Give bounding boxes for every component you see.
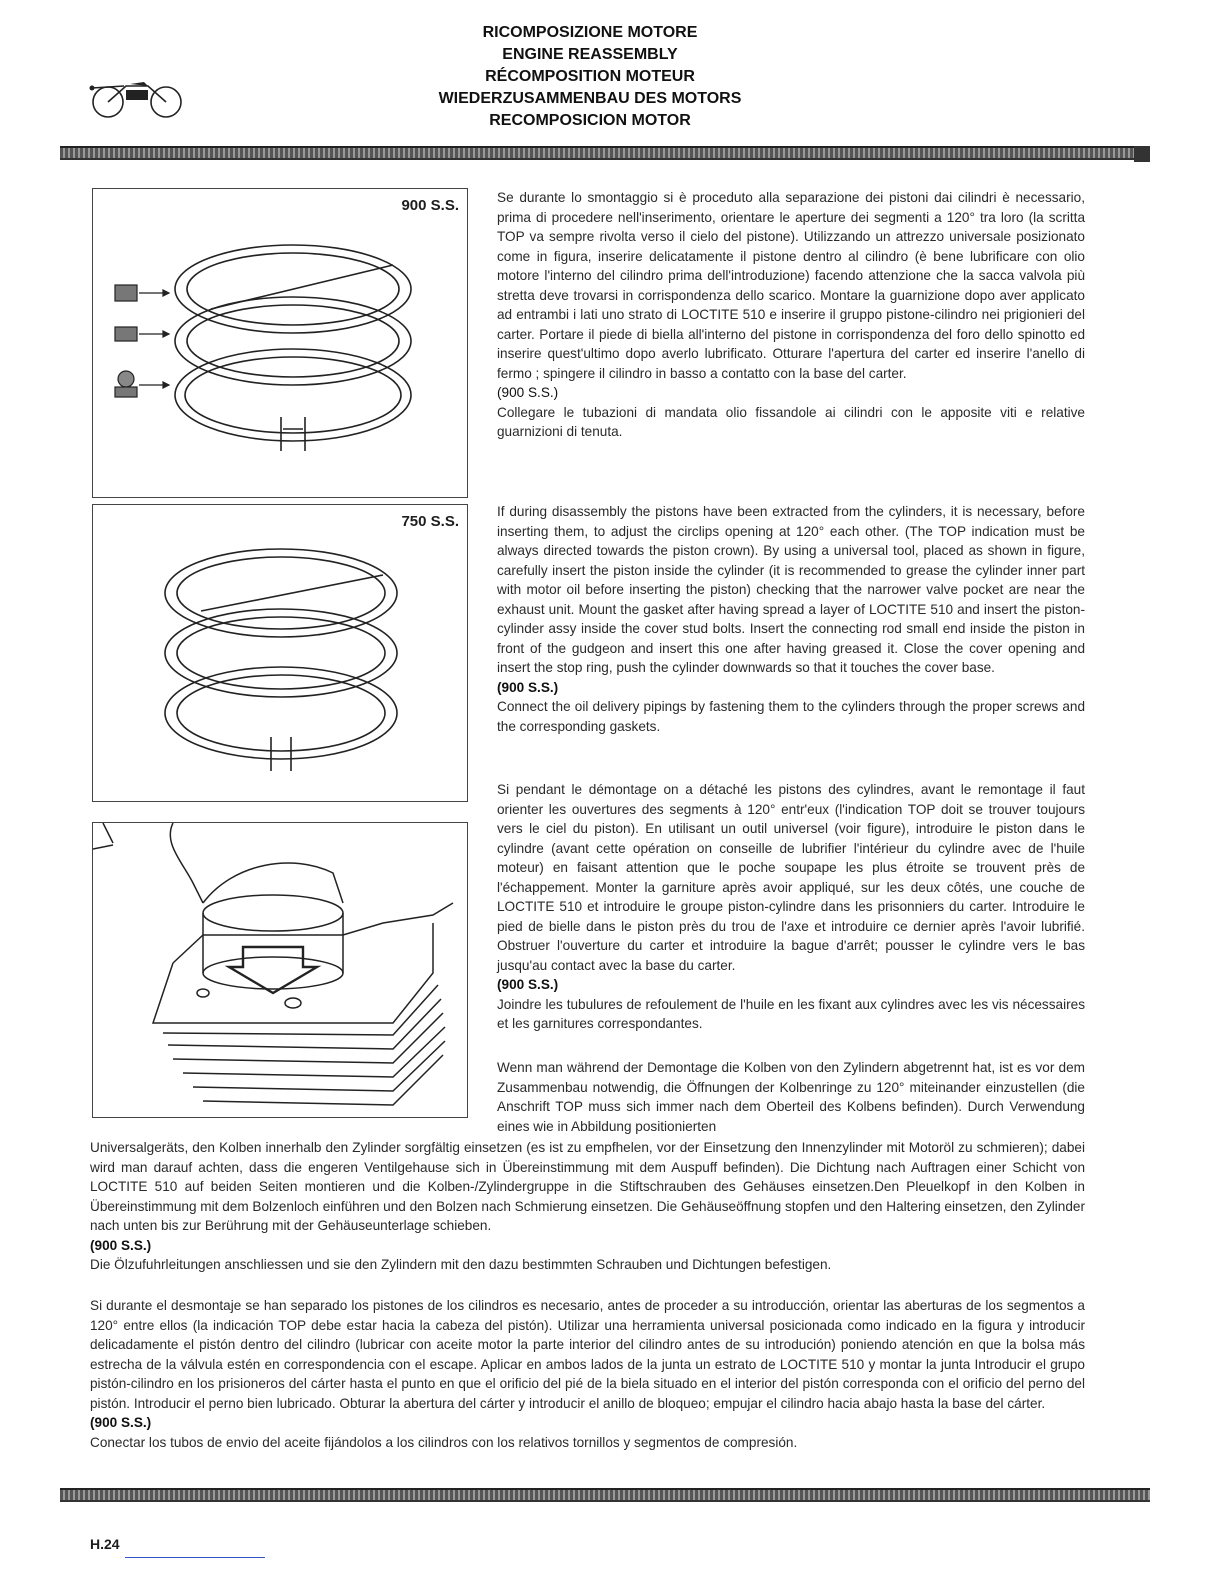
piston-install-diagram xyxy=(93,823,467,1117)
model-label-fr: (900 S.S.) xyxy=(497,977,559,992)
model-label-de: (900 S.S.) xyxy=(90,1237,152,1253)
paragraph-de-part2: Universalgeräts, den Kolben innerhalb den Zylinder sorgfältig einsetzen (es ist zu empfhelen, vor der Einsetzung den Innenzylinder mit Motoröl zu schmieren); dabei wird man darauf achten, dass die engeren Ventilgehause sich in Übereinstimmung mit dem Auspuff befinden). Die Dichtung nach Auftragen einer Schicht von LOCTITE 510 auf beiden Seiten montieren und die Kolben-/Zylindergruppe in die Stiftschrauben des Gehäuses einsetzen.Den Pleuelkopf in den Kolben in Übereinstimmung mit dem Bolzenloch einführen und den Bolzen nach Schmierung einsetzen. Die Gehäuseöffnung stopfen und den Haltering einsetzen, den Zylinder nach unten bis zur Berührung mit der Gehäuseunterlage schieben. xyxy=(90,1140,1085,1233)
model-label-es: (900 S.S.) xyxy=(90,1415,152,1430)
page-title xyxy=(380,22,800,132)
section-spanish xyxy=(90,1296,1085,1452)
paragraph-de-part1: Wenn man während der Demontage die Kolben von den Zylindern abgetrennt hat, ist es vor dem Zusammenbau notwendig, die Öffnungen der Kolbenringe zu 120° miteinander einzustellen (die Anschrift TOP muss sich immer nach dem Oberteil des Kolbens befinden). Durch Verwendung eines wie in Abbildung positionierten xyxy=(497,1060,1085,1134)
page-number: H.24 xyxy=(90,1536,120,1552)
model-label-en: (900 S.S.) xyxy=(497,679,559,695)
paragraph-it: Se durante lo smontaggio si è proceduto alla separazione dei pistoni dai cilindri è necessario, prima di procedere nell'inserimento, orientare le aperture dei segmenti a 120° tra loro (la scritta TOP va sempre rivolta verso il cielo del pistone). Utilizzando un attrezzo universale posizionato come in figura, inserire delicatamente il pistone dentro al cilindro (è bene lubrificare con olio motore l'interno del cilindro prima dell'introduzione) facendo attenzione che la sacca valvola più stretta deve trovarsi in corrispondenza dello scarico. Montare la guarnizione dopo aver applicato ad entrambi i lati uno strato di LOCTITE 510 e inserire il gruppo pistone-cilindro nei prigionieri del carter. Portare il piede di biella all'interno del pistone in corrispondenza del foro dello spinotto ed inserire quest'ultimo dopo averlo lubrificato. Otturare l'apertura del carter ed inserire l'anello di fermo ; spingere il cilindro in basso a contatto con la base del carter. xyxy=(497,190,1085,381)
paragraph-fr-oil: Joindre les tubulures de refoulement de l'huile en les fixant aux cylindres avec les vis nécessaires et les garnitures correspondantes. xyxy=(497,996,1085,1031)
section-german xyxy=(90,1138,1085,1275)
paragraph-es-oil: Conectar los tubos de envio del aceite fijándolos a los cilindros con los relativos tornillos y segmentos de compresión. xyxy=(90,1434,798,1450)
paragraph-es: Si durante el desmontaje se han separado los pistones de los cilindros es necesario, antes de proceder a su introducción, orientar las aberturas de los segmentos a 120° entre ellos (la indicación TOP debe estar hacia la cabeza del pistón). Utilizar una herramienta universal posicionada como indicado en la figura y introducir delicadamente el pistón dentro del cilindro (lubricar con aceite motor la parte interior del cilindro antes de su introdución) poniendo atención en que la bolsa más estrecha de la válvula estén en correspondencia con el escape. Aplicar en ambos lados de la junta un estrato de LOCTITE 510 y montar la junta Introducir el grupo pistón-cilindro en los prisioneros del cárter hasta el punto en que el orificio del pié de la biela situado en el interior del pistón corresponda con el orificio del perno del pistón. Introducir el perno bien lubricado. Obturar la abertura del cárter y introducir el anillo de bloqueo; empujar el cilindro hacia abajo hasta la base del cárter. xyxy=(90,1298,1085,1411)
section-english xyxy=(497,502,1085,736)
figure-900ss xyxy=(92,188,468,498)
title-en: ENGINE REASSEMBLY xyxy=(502,46,678,63)
top-rule xyxy=(60,146,1150,160)
section-french xyxy=(497,780,1085,1034)
paragraph-en: If during disassembly the pistons have been extracted from the cylinders, it is necessary, before inserting them, to adjust the circlips opening at 120° each other. (The TOP indication must be always directed towards the piston crown). By using a universal tool, placed as shown in figure, carefully insert the piston inside the cylinder (it is recommended to grease the cylinder inner part with motor oil before inserting the piston) checking that the narrower valve pocket are near the exhaust unit. Mount the gasket after having spread a layer of LOCTITE 510 and insert the piston-cylinder assy inside the cover stud bolts. Insert the connecting rod small end inside the piston in front of the gudgeon and insert this one after having greased it. Close the cover opening and insert the stop ring, push the cylinder downwards so that it touches the cover base. xyxy=(497,504,1085,675)
figure-piston-install xyxy=(92,822,468,1118)
title-fr: RÉCOMPOSITION MOTEUR xyxy=(485,68,695,85)
figure-label: 900 S.S. xyxy=(401,197,459,214)
bottom-rule xyxy=(60,1488,1150,1502)
motorcycle-icon xyxy=(86,72,186,122)
paragraph-de-oil: Die Ölzufuhrleitungen anschliessen und sie den Zylindern mit den dazu bestimmten Schrauben und Dichtungen befestigen. xyxy=(90,1257,832,1272)
title-es: RECOMPOSICION MOTOR xyxy=(489,112,691,129)
rule-end-mark xyxy=(1134,146,1150,162)
piston-rings-diagram xyxy=(93,189,467,497)
section-italian xyxy=(497,188,1085,442)
footer-link-underline xyxy=(125,1557,265,1558)
title-de: WIEDERZUSAMMENBAU DES MOTORS xyxy=(438,90,742,107)
model-label-it: (900 S.S.) xyxy=(497,385,559,400)
figure-label: 750 S.S. xyxy=(401,513,459,530)
title-it: RICOMPOSIZIONE MOTORE xyxy=(482,24,698,41)
figure-750ss xyxy=(92,504,468,802)
paragraph-it-oil: Collegare le tubazioni di mandata olio fissandole ai cilindri con le apposite viti e relative guarnizioni di tenuta. xyxy=(497,404,1085,439)
piston-rings-diagram xyxy=(93,505,467,801)
paragraph-fr: Si pendant le démontage on a détaché les pistons des cylindres, avant le remontage il faut orienter les ouvertures des segments à 120° entr'eux (l'indication TOP doit se trouver toujours vers le ciel du piston). En utilisant un outil universel (voir figure), introduire le piston dans le cylindre (avant cette opération on conseille de lubrifier l'intérieur du cylindre avec de l'huile moteur) en faisant attention que le poche soupape les plus étroite se trouvent près de l'échappement. Monter la garniture après avoir appliqué, sur les deux côtés, une couche de LOCTITE 510 et introduire le groupe piston-cylindre dans les prisonniers du carter. Introduire le pied de bielle dans le piston près du trou de l'axe et introduire ce dernier après l'avoir lubrifié. Obstruer l'ouverture du carter et introduire la bague d'arrêt; pousser le cylindre vers le bas jusqu'au contact avec la base du carter. xyxy=(497,782,1085,973)
paragraph-en-oil: Connect the oil delivery pipings by fastening them to the cylinders through the proper screws and the corresponding gaskets. xyxy=(497,699,1085,734)
section-german-top xyxy=(497,1058,1085,1136)
